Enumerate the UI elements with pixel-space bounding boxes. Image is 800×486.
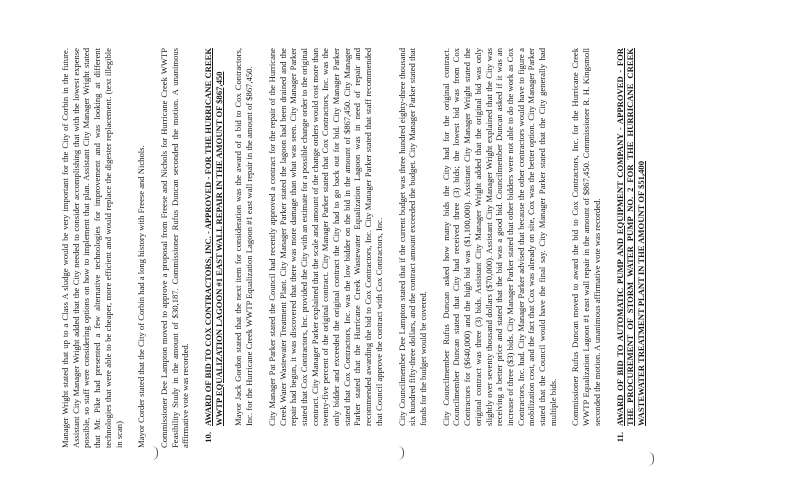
minutes-text-column	[60, 48, 647, 448]
agenda-item-10	[203, 48, 224, 448]
paragraph-councilmember-duncan: City Councilmember Rufus Duncan asked how many bids the City had for the original contract. Councilmember Duncan stated that City had received three (3) bids; the lowest bid was from Cox Contractors for ($640,000) and the high bid was ($1,100,000). Assistant City Manager Wright stated the original contract was three (3) bids. Assistant City Manager Wright added that the original bid was only slightly over seventy thousand dollars ($70,000). Assistant City Manager Wright explained that the City was receiving a better price and stated that the bid was a good bid. Councilmember Duncan asked if it was an increase of three ($3) bids. City Manager Parker stated that other bidders were not able to do the work as Cox Contractors, Inc. had. City Manager Parker advised that because the other contractors would have to figure a mobilization cost, and the fact that Cox was already on site, Cox was the better option. City Manager Parker stated that the Council would have the final say. City Manager Parker stated that the City generally had multiple bids.	[440, 48, 558, 426]
agenda-item-11-heading: AWARD OF BID TO AUTOMATIC PUMP AND EQUIPMENT COMPANY - APPROVED - FOR THE PROCUREMENT OF STORM WATER PUMP NO. 2 FOR THE HURRICANE CREEK WASTEWATER TREATMENT PLANT IN THE AMOUNT OF $51,400	[614, 48, 646, 426]
agenda-item-10-heading: AWARD OF BID TO COX CONTRACTORS, INC. - APPROVED - FOR THE HURRICANE CREEK WWTP EQUALIZATION LAGOON #1 EAST WALL REPAIR IN THE AMOUNT OF $867,450	[203, 48, 224, 426]
paragraph-councilmember-lampton: City Councilmember Dee Lampton stated that if the current budget was three hundred eighty-three thousand six hundred fifty-three dollars, and the contract amount exceeded the budget. City Manager Parker stated that funds for the budget would be covered.	[396, 48, 428, 426]
agenda-item-11-number: 11.	[614, 432, 625, 443]
paragraph-mayor-gordon: Mayor Jack Gordon stated that the next item for consideration was the award of a bid to Cox Contractors, Inc. for the Hurricane Creek WWTP Equalization Lagoon #1 east wall repair in the amount of $867,450.	[233, 48, 255, 426]
agenda-item-11	[615, 48, 647, 448]
paragraph-motion-freese-nichols: Commissioner Dee Lampton moved to approve a proposal from Freese and Nichols for Hurricane Creek WWTP Feasibility Study in the amount of $30,187. Commissioner Rufus Duncan seconded the motion. A unanimous affirmative vote was recorded.	[158, 48, 191, 448]
agenda-item-10-number: 10.	[203, 432, 214, 443]
paragraph-city-manager-parker: City Manager Pat Parker stated the Council had recently approved a contract for the repair of the Hurricane Creek Water Wastewater Treatment Plant. City Manager Parker stated the lagoon had been drained and the repair had begun, it was discovered that there was more damage than what was seen. City Manager Parker stated that Cox Contractors, Inc. provided the City with an estimate for a possible change order to the original contract. City Manager Parker explained that the scale and amount of the change orders would cost more than twenty-five percent of the original contract. City Manager Parker stated that Cox Contractors, Inc. was the only bidder and exceeded the original contract the City had to go back out for bid. City Manager Parker stated that Cox Contractors, Inc. was the low bidder on the bid in the amount of $867,450. City Manager Parker stated that the Hurricane Creek Wastewater Equalization Lagoon was in need of repair and recommended awarding the bid to Cox Contractors, Inc. City Manager Parker stated that staff recommended that Council approve the contract with Cox Contractors, Inc.	[266, 48, 384, 426]
paragraph-motion-cox: Commissioner Rufus Duncan moved to award the bid to Cox Contractors, Inc. for the Hurricane Creek WWTP Equalization Lagoon #1 east wall repair in the amount of $867,450. Commissioner R. H. Kingsmoll seconded the motion. A unanimous affirmative vote was recorded.	[570, 48, 602, 426]
paragraph-mayor-corder: Mayor Corder stated that the City of Corbin had a long history with Freese and Nichols.	[136, 145, 147, 448]
paragraph-manager-wright-sludge: Manager Wright stated that up to a Class A sludge would be very important for the City of Corbin in the future. Assistant City Manager Wright added that the City needed to consider accomplishing that with the lowest expense possible, so staff were considering options on how to implement that plan. Assistant City Manager Wright stated that Mr. Pike had presented a few alternative technologies for improvement and was looking at different technologies that were able to be cheaper, more efficient and would replace the digester replacement. (text illegible in scan)	[60, 48, 124, 448]
